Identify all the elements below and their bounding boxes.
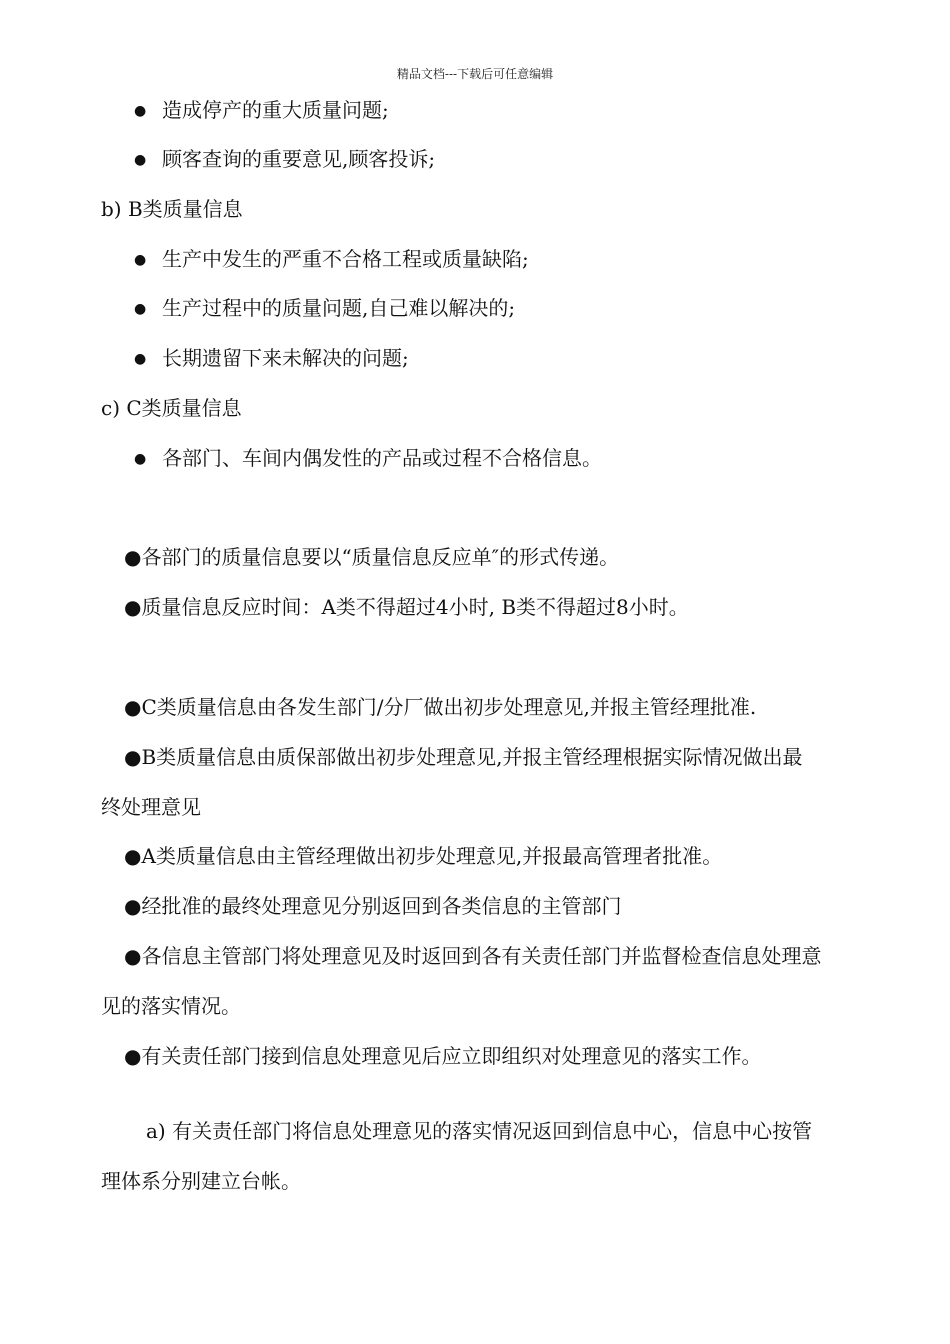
bullet-icon: ● — [134, 103, 147, 119]
rule-continuation: 终处理意见 — [101, 795, 201, 819]
rule-paragraph — [124, 692, 756, 722]
rule-text: 各信息主管部门将处理意见及时返回到各有关责任部门并监督检查信息处理意 — [141, 944, 822, 968]
bullet-icon: ● — [124, 545, 142, 569]
list-item-text: 长期遗留下来未解决的问题; — [162, 346, 409, 370]
rule-paragraph — [124, 841, 722, 871]
list-item-text: 生产过程中的质量问题,自己难以解决的; — [162, 296, 516, 320]
bullet-icon: ● — [124, 695, 142, 719]
bullet-icon: ● — [134, 351, 147, 367]
bullet-icon: ● — [134, 301, 147, 317]
bullet-icon: ● — [134, 252, 147, 268]
list-item — [134, 343, 409, 374]
rule-text: 有关责任部门接到信息处理意见后应立即组织对处理意见的落实工作。 — [141, 1044, 762, 1068]
section-heading-b: b) B类质量信息 — [101, 197, 243, 221]
sub-item-a: a) 有关责任部门将信息处理意见的落实情况返回到信息中心，信息中心按管 — [146, 1119, 813, 1143]
bullet-icon: ● — [134, 152, 147, 168]
rule-paragraph — [124, 542, 619, 572]
bullet-icon: ● — [124, 595, 142, 619]
list-item — [134, 95, 389, 126]
list-item — [134, 443, 602, 474]
list-item — [134, 144, 435, 175]
rule-paragraph — [124, 1041, 761, 1071]
list-item — [134, 293, 515, 324]
section-heading-c: c) C类质量信息 — [101, 396, 242, 420]
rule-text: B类质量信息由质保部做出初步处理意见,并报主管经理根据实际情况做出最 — [141, 745, 803, 769]
rule-text: 经批准的最终处理意见分别返回到各类信息的主管部门 — [141, 894, 622, 918]
bullet-icon: ● — [124, 1044, 142, 1068]
bullet-icon: ● — [134, 451, 147, 467]
rule-paragraph — [124, 941, 821, 971]
bullet-icon: ● — [124, 944, 142, 968]
rule-paragraph — [124, 592, 689, 622]
rule-text: 质量信息反应时间：A类不得超过4小时, B类不得超过8小时。 — [141, 595, 689, 619]
bullet-icon: ● — [124, 894, 142, 918]
rule-paragraph — [124, 891, 621, 921]
list-item-text: 各部门、车间内偶发性的产品或过程不合格信息。 — [162, 446, 602, 470]
sub-item-continuation: 理体系分别建立台帐。 — [101, 1169, 301, 1193]
rule-text: C类质量信息由各发生部门/分厂做出初步处理意见,并报主管经理批准. — [141, 695, 757, 719]
list-item-text: 造成停产的重大质量问题; — [162, 98, 389, 122]
rule-continuation: 见的落实情况。 — [101, 994, 241, 1018]
bullet-icon: ● — [124, 844, 142, 868]
list-item-text: 顾客查询的重要意见,顾客投诉; — [162, 147, 436, 171]
list-item-text: 生产中发生的严重不合格工程或质量缺陷; — [162, 247, 529, 271]
list-item — [134, 244, 529, 275]
rule-paragraph — [124, 742, 803, 772]
rule-text: A类质量信息由主管经理做出初步处理意见,并报最高管理者批准。 — [141, 844, 723, 868]
bullet-icon: ● — [124, 745, 142, 769]
page-header: 精品文档---下载后可任意编辑 — [396, 67, 554, 81]
rule-text: 各部门的质量信息要以“质量信息反应单″的形式传递。 — [141, 545, 620, 569]
